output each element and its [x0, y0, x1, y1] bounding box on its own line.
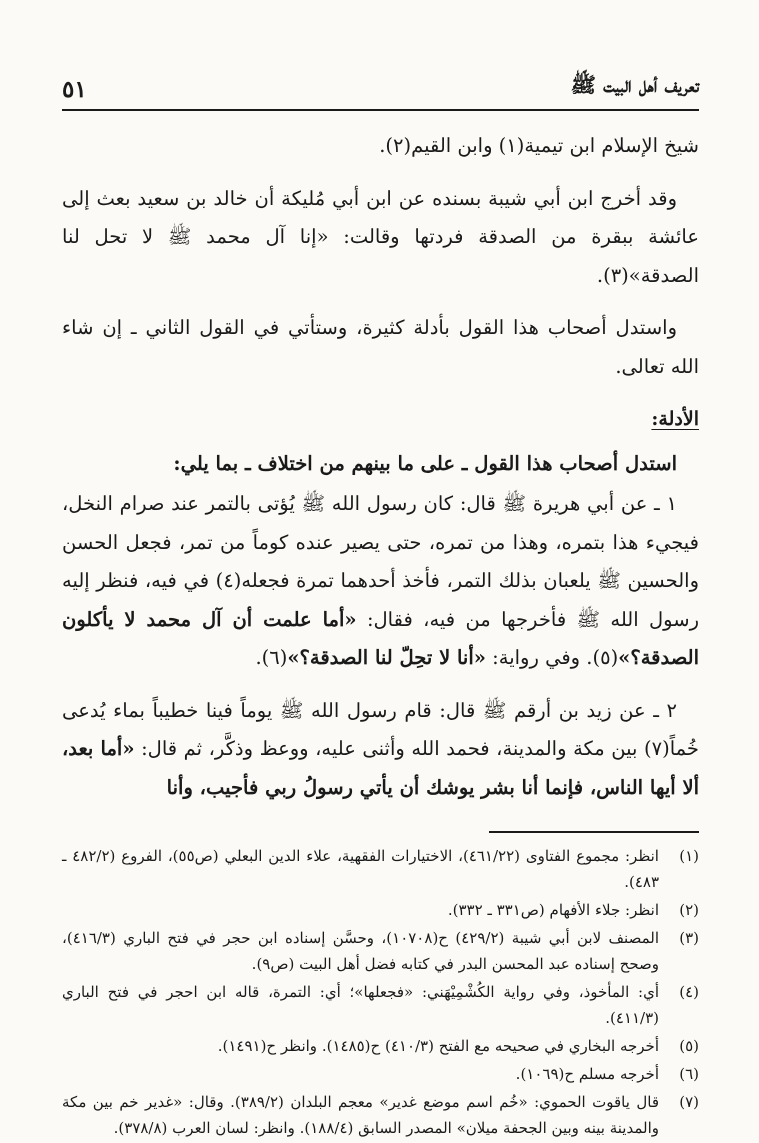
footnote-number: (٣): [679, 929, 699, 947]
evidence-1-end: (٦).: [255, 646, 288, 669]
footnote-number: (٦): [679, 1065, 699, 1083]
footnote-number: (٢): [679, 901, 699, 919]
footnote-number: (٤): [679, 983, 699, 1001]
footnote-number: (٥): [679, 1037, 699, 1055]
footnote-number: (٧): [679, 1093, 699, 1111]
paragraph: شيخ الإسلام ابن تيمية(١) وابن القيم(٢).: [379, 134, 699, 157]
footnote: [62, 1061, 699, 1087]
footnote: [62, 897, 699, 923]
main-text: [62, 127, 699, 807]
evidence-2-quote: «أما بعد، ألا أيها الناس، فإنما أنا بشر يوشك أن يأتي رسولُ ربي فأجيب، وأنا: [62, 737, 699, 799]
footnote-text: أخرجه مسلم ح(١٠٦٩).: [515, 1065, 659, 1083]
footnote-text: قال ياقوت الحموي: «خُم اسم موضع غدير» معجم البلدان (٣٨٩/٢). وقال: «غدير خم بين مكة والمدينة بينه وبين الجحفة ميلان» المصدر السابق (١٨٨/٤). وانظر: لسان العرب (٣٧٨/٨).: [62, 1093, 659, 1137]
section-heading: الأدلة:: [651, 408, 699, 430]
footnote-text: انظر: جلاء الأفهام (ص٣٣١ ـ ٣٣٢).: [447, 901, 659, 919]
paragraph: وقد أخرج ابن أبي شيبة بسنده عن ابن أبي مُليكة أن خالد بن سعيد بعث إلى عائشة ببقرة من الصدقة فردتها وقالت: «إنا آل محمد ﷺ لا تحل لنا الصدقة»(٣).: [62, 186, 699, 287]
chapter-title: تعريف أهل البيت ﷺ: [570, 72, 699, 97]
footnote: [62, 1089, 699, 1141]
footnote: [62, 979, 699, 1031]
footnote: [62, 925, 699, 977]
sub-heading: استدل أصحاب هذا القول ـ على ما بينهم من اختلاف ـ بما يلي:: [173, 451, 677, 475]
footnote-text: انظر: مجموع الفتاوى (٤٦١/٢٢)، الاختيارات الفقهية، علاء الدين البعلي (ص٥٥)، الفروع (٤٨٢/٢ ـ ٤٨٣).: [62, 847, 659, 891]
evidence-2: [62, 692, 699, 808]
evidence-1: [62, 485, 699, 678]
evidence-1-mid: (٥). وفي رواية:: [492, 646, 619, 669]
evidence-1-text: ١ ـ عن أبي هريرة ﷺ قال: كان رسول الله ﷺ يُؤتى بالتمر عند صرام النخل، فيجيء هذا بتمره، وهذا من تمره، حتى يصير عنده كوماً من تمر، فجعل الحسن والحسين ﷺ يلعبان بذلك التمر، فأخذ أحدهما تمرة فجعله(٤) في فيه، فنظر إليه رسول الله ﷺ فأخرجها من فيه، فقال:: [62, 492, 699, 631]
paragraph: واستدل أصحاب هذا القول بأدلة كثيرة، وستأتي في القول الثاني ـ إن شاء الله تعالى.: [62, 316, 699, 378]
footnote-number: (١): [679, 847, 699, 865]
footnote-text: المصنف لابن أبي شيبة (٤٢٩/٢) ح(١٠٧٠٨)، وحسَّن إسناده ابن حجر في فتح الباري (٤١٦/٣)، وصحح إسناده عبد المحسن البدر في كتابه فضل أهل البيت (ص٩).: [62, 929, 660, 973]
footnote-separator: [489, 831, 699, 833]
running-header: [62, 72, 699, 111]
evidence-2-text: ٢ ـ عن زيد بن أرقم ﷺ قال: قام رسول الله ﷺ يوماً فينا خطيباً بماء يُدعى خُماً(٧) بين مكة والمدينة، فحمد الله وأثنى عليه، ووعظ وذكَّر، ثم قال:: [62, 698, 699, 760]
page-number: ٥١: [62, 76, 87, 103]
evidence-1-quote-2: «أنا لا تحِلّ لنا الصدقة؟»: [287, 646, 486, 669]
footnote: [62, 843, 699, 895]
footnotes: [62, 843, 699, 1141]
evidence-1-quote-1: «أما علمت أن آل محمد لا يأكلون الصدقة؟»: [62, 607, 699, 669]
footnote: [62, 1033, 699, 1059]
book-page: [62, 72, 699, 1143]
footnote-text: أي: المأخوذ، وفي رواية الكُشْمِيْهَني: «فجعلها»؛ أي: التمرة، قاله ابن احجر في فتح الباري (٤١١/٣).: [62, 983, 659, 1027]
footnote-text: أخرجه البخاري في صحيحه مع الفتح (٤١٠/٣) ح(١٤٨٥). وانظر ح(١٤٩١).: [217, 1037, 659, 1055]
